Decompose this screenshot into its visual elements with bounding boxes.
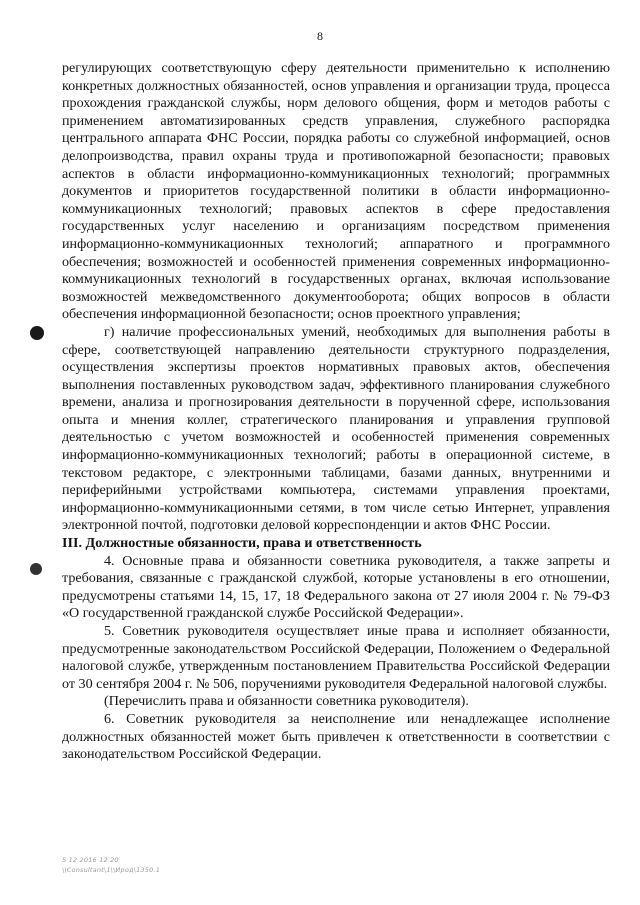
page-number: 8 [317,29,323,43]
binder-hole-mark [30,326,44,340]
footer-print-stamp: 5 12 2016 12 20 [62,856,119,864]
paragraph-note: (Перечислить права и обязанности советника руководителя). [104,693,469,710]
paragraph-skills: г) наличие профессиональных умений, необходимых для выполнения работы в сфере, соответствующей направлению деятельности структурного подразделения, осуществления экспертизы проектов нормативных правовых актов, обеспечения выполнения поставленных руководством задач, эффективного планирования служебного времени, анализа и прогнозирования деятельности в порученной сфере, использования опыта и мнения коллег, стратегического планирования и управления групповой деятельностью с учетом возможностей и особенностей применения современных информационно-коммуникационных технологий; работы в операционной системе, в текстовом редакторе, с электронными таблицами, базами данных, внутренними и периферийными устройствами компьютера, системами управления проектами, информационно-коммуникационными сетями, в том числе сетью Интернет, управления электронной почтой, подготовки деловой корреспонденции и актов ФНС России. [62,323,610,534]
binder-hole-mark [30,563,42,575]
paragraph-clause-4: 4. Основные права и обязанности советника руководителя, а также запреты и требования, связанные с гражданской службой, которые установлены в его отношении, предусмотрены статьями 14, 15, 17, 18 Федерального закона от 27 июля 2004 г. № 79-ФЗ «О государственной гражданской службе Российской Федерации». [62,552,610,622]
paragraph-clause-5: 5. Советник руководителя осуществляет иные права и исполняет обязанности, предусмотренные законодательством Российской Федерации, Положением о Федеральной налоговой службе, утвержденным постановлением Правительства Российской Федерации от 30 сентября 2004 г. № 506, поручениями руководителя Федеральной налоговой службы. [62,623,610,692]
paragraph-knowledge-continued: регулирующих соответствующую сферу деятельности применительно к исполнению конкретных должностных обязанностей, основ управления и организации труда, процесса прохождения гражданской службы, норм делового общения, форм и методов работы с применением автоматизированных средств управления, служебного распорядка центрального аппарата ФНС России, порядка работы со служебной информацией, основ делопроизводства, правил охраны труда и противопожарной безопасности; правовых аспектов в области информационно-коммуникационных технологий; программных документов и приоритетов государственной политики в области информационно-коммуникационных технологий; правовых аспектов в сфере предоставления государственных услуг населению и организациям посредством применения информационно-коммуникационных технологий; аппаратного и программного обеспечения; возможностей и особенностей применения современных информационно-коммуникационных технологий в государственных органах, включая использование возможностей межведомственного документооборота; общих вопросов в области обеспечения информационной безопасности; основ проектного управления; [62,60,610,323]
paragraph-clause-6: 6. Советник руководителя за неисполнение или ненадлежащее исполнение должностных обязанностей может быть привлечен к ответственности в соответствии с законодательством Российской Федерации. [62,710,610,763]
footer-file-path: \\Consultant\1\\Ирод\1350.1 [62,866,161,874]
section-heading: III. Должностные обязанности, права и ответственность [62,535,422,552]
document-body [62,60,610,764]
